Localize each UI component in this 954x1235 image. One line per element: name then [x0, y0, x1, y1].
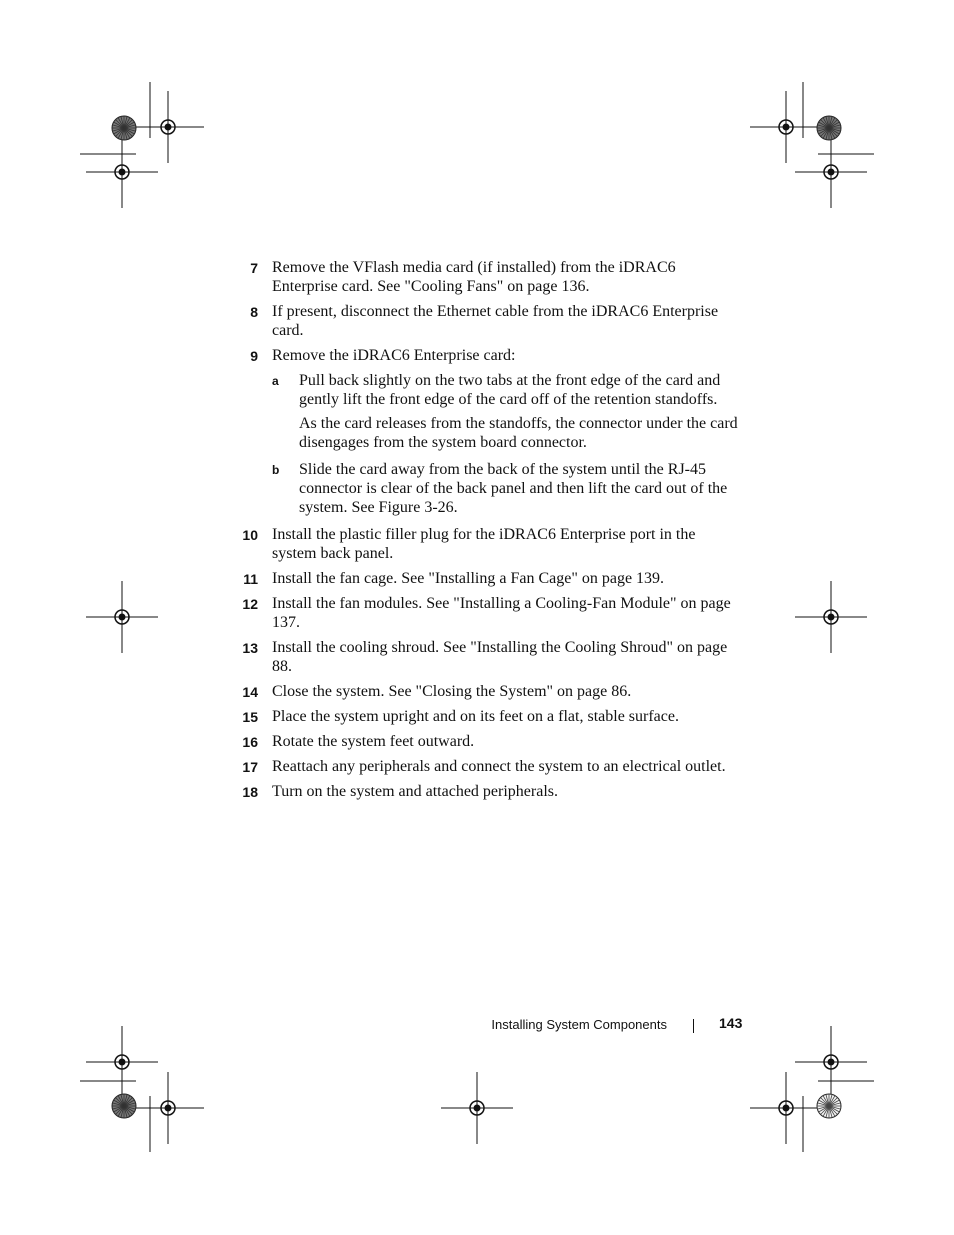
step-text: Remove the VFlash media card (if installed) from the iDRAC6 Enterprise card. See "Cooling Fans" on page 136. — [272, 259, 676, 295]
footer-divider — [693, 1019, 694, 1033]
substep-letter: a — [272, 374, 279, 388]
step-text: Install the cooling shroud. See "Installing the Cooling Shroud" on page 88. — [272, 639, 728, 675]
step-8 — [240, 302, 740, 340]
step-text: Install the fan cage. See "Installing a Fan Cage" on page 139. — [272, 570, 665, 587]
step-text: If present, disconnect the Ethernet cable from the iDRAC6 Enterprise card. — [272, 303, 719, 339]
registration-mark-dot — [474, 1105, 481, 1112]
registration-mark-dot — [119, 169, 126, 176]
registration-mark-dot — [783, 1105, 790, 1112]
step-number: 17 — [242, 759, 258, 775]
step-number: 15 — [242, 709, 258, 725]
step-18 — [240, 782, 740, 801]
footer-section-title: Installing System Components — [491, 1017, 667, 1032]
step-12 — [240, 594, 740, 632]
step-text: Turn on the system and attached peripherals. — [272, 783, 559, 800]
registration-mark-dot — [119, 614, 126, 621]
step-10 — [240, 525, 740, 563]
step-number: 16 — [242, 734, 258, 750]
step-text: Close the system. See "Closing the System" on page 86. — [272, 683, 632, 700]
step-text: Remove the iDRAC6 Enterprise card: — [272, 347, 516, 364]
step-number: 12 — [242, 596, 258, 612]
registration-mark-dot — [165, 124, 172, 131]
registration-mark-dot — [828, 169, 835, 176]
page-number: 143 — [719, 1015, 743, 1031]
step-number: 11 — [243, 571, 258, 587]
step-14 — [240, 682, 740, 701]
substep-a — [272, 371, 740, 452]
step-15 — [240, 707, 740, 726]
step-text: Place the system upright and on its feet on a flat, stable surface. — [272, 708, 679, 725]
registration-mark-dot — [165, 1105, 172, 1112]
step-number: 7 — [250, 260, 258, 276]
step-11 — [240, 569, 740, 588]
procedure-steps — [240, 258, 740, 807]
registration-mark-dot — [828, 614, 835, 621]
step-text: Rotate the system feet outward. — [272, 733, 475, 750]
step-16 — [240, 732, 740, 751]
page-footer — [0, 1014, 954, 1038]
step-number: 8 — [250, 304, 258, 320]
step-text: Install the fan modules. See "Installing a Cooling-Fan Module" on page 137. — [272, 595, 731, 631]
step-text: Reattach any peripherals and connect the system to an electrical outlet. — [272, 758, 726, 775]
registration-mark-dot — [119, 1059, 126, 1066]
registration-mark-dot — [828, 1059, 835, 1066]
step-7 — [240, 258, 740, 296]
step-number: 10 — [242, 527, 258, 543]
step-number: 14 — [242, 684, 258, 700]
substep-note: As the card releases from the standoffs, the connector under the card disengages from the system board connector. — [299, 415, 738, 451]
substep-text: Slide the card away from the back of the system until the RJ-45 connector is clear of the back panel and then lift the card out of the system. See Figure 3-26. — [299, 461, 728, 516]
substep-text: Pull back slightly on the two tabs at the front edge of the card and gently lift the front edge of the card off of the retention standoffs. — [299, 372, 721, 408]
step-number: 9 — [250, 348, 258, 364]
substep-b — [272, 460, 740, 517]
step-17 — [240, 757, 740, 776]
step-13 — [240, 638, 740, 676]
step-9 — [240, 346, 740, 517]
substep-letter: b — [272, 463, 280, 477]
step-number: 18 — [242, 784, 258, 800]
step-text: Install the plastic filler plug for the iDRAC6 Enterprise port in the system back panel. — [272, 526, 696, 562]
registration-mark-dot — [783, 124, 790, 131]
step-number: 13 — [242, 640, 258, 656]
